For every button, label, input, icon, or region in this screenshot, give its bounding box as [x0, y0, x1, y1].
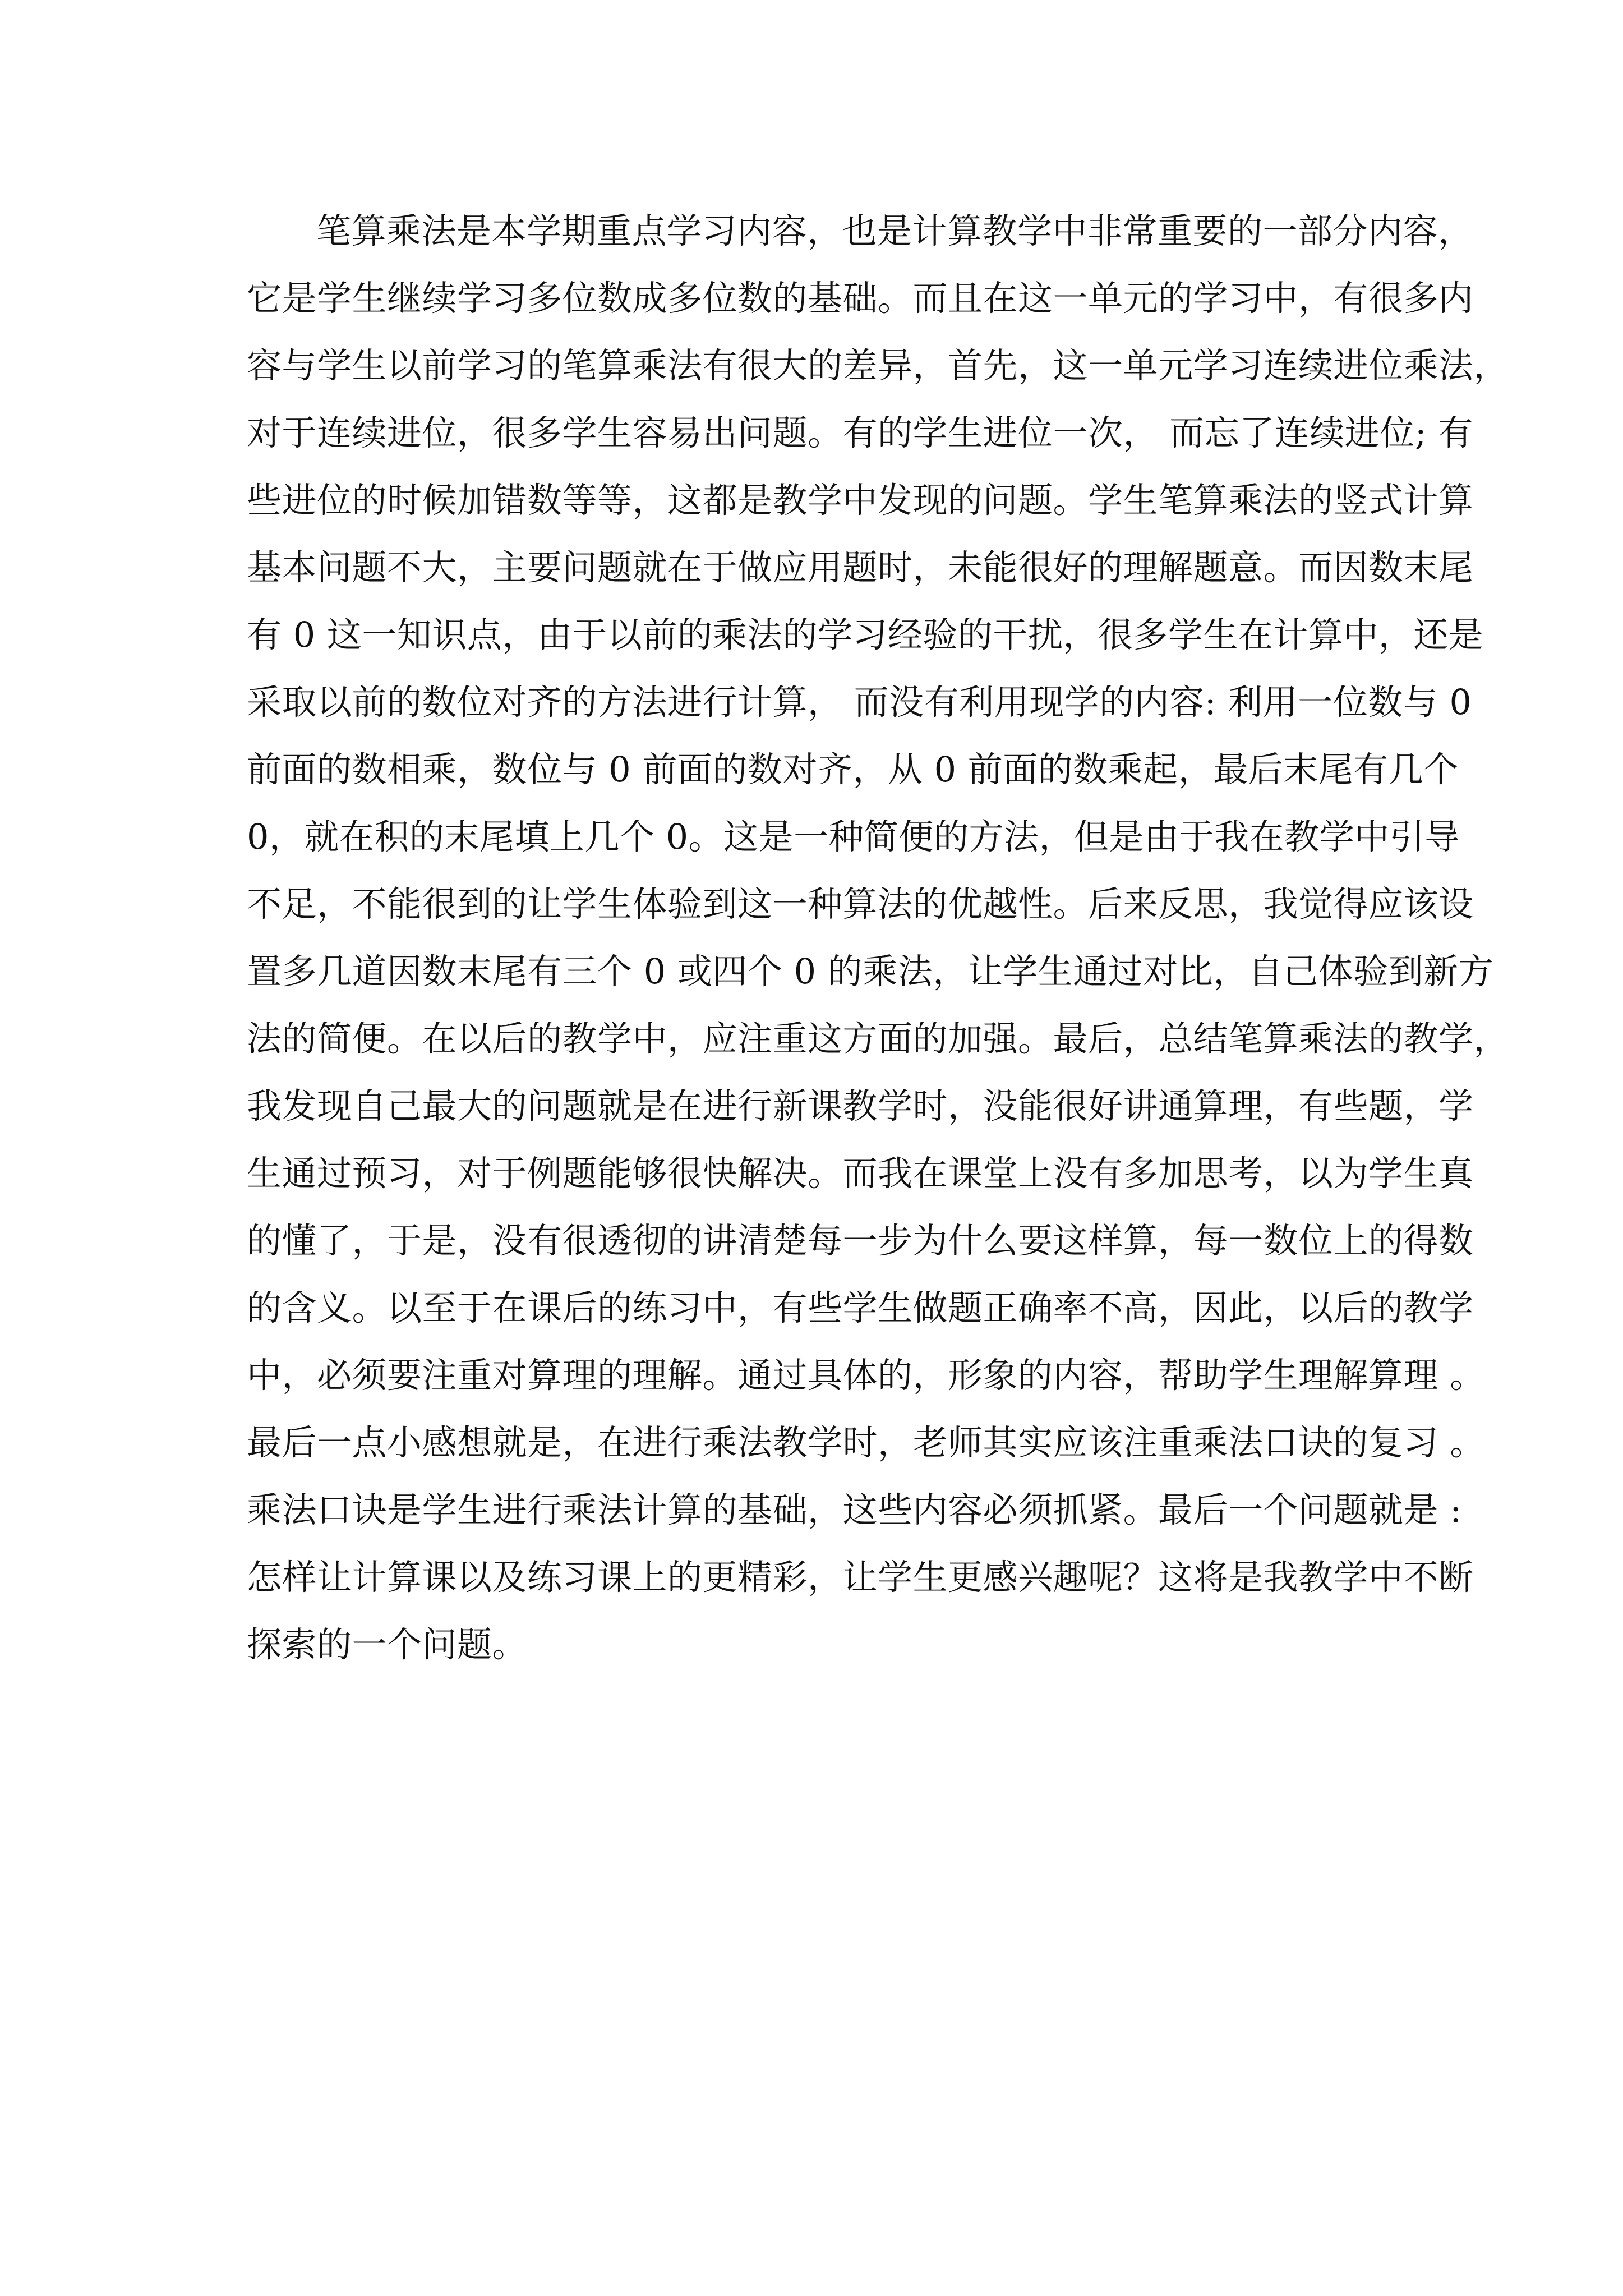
- text-line: 些进位的时候加错数等等，这都是教学中发现的问题。学生笔算乘法的竖式计算: [247, 480, 1474, 521]
- text-line: 容与学生以前学习的笔算乘法有很大的差异，首先，这一单元学习连续进位乘法，: [247, 345, 1509, 386]
- body-paragraph: [247, 197, 1509, 1678]
- text-line: 生通过预习，对于例题能够很快解决。而我在课堂上没有多加思考，以为学生真: [247, 1153, 1474, 1194]
- text-line: 中，必须要注重对算理的理解。通过具体的，形象的内容，帮助学生理解算理 。: [247, 1355, 1485, 1396]
- text-line: 最后一点小感想就是，在进行乘法教学时，老师其实应该注重乘法口诀的复习 。: [247, 1422, 1485, 1463]
- text-line: 乘法口诀是学生进行乘法计算的基础，这些内容必须抓紧。最后一个问题就是 :: [247, 1489, 1462, 1530]
- text-line: 不足，不能很到的让学生体验到这一种算法的优越性。后来反思，我觉得应该设: [247, 884, 1474, 924]
- text-line: 法的简便。在以后的教学中，应注重这方面的加强。最后，总结笔算乘法的教学，: [247, 1018, 1509, 1059]
- text-line: 的懂了，于是，没有很透彻的讲清楚每一步为什么要这样算，每一数位上的得数: [247, 1220, 1474, 1261]
- text-line: 探索的一个问题。: [247, 1624, 528, 1665]
- text-line: 有 0 这一知识点，由于以前的乘法的学习经验的干扰，很多学生在计算中，还是: [247, 614, 1484, 655]
- text-line: 笔算乘法是本学期重点学习内容，也是计算教学中非常重要的一部分内容，: [316, 210, 1473, 251]
- text-line: 基本问题不大，主要问题就在于做应用题时，未能很好的理解题意。而因数末尾: [247, 547, 1474, 588]
- text-line: 0，就在积的末尾填上几个 0。这是一种简便的方法，但是由于我在教学中引导: [247, 816, 1460, 857]
- text-line: 采取以前的数位对齐的方法进行计算， 而没有利用现学的内容: 利用一位数与 0: [247, 682, 1472, 723]
- text-line: 我发现自己最大的问题就是在进行新课教学时，没能很好讲通算理，有些题，学: [247, 1085, 1474, 1126]
- text-line: 怎样让计算课以及练习课上的更精彩，让学生更感兴趣呢？这将是我教学中不断: [247, 1557, 1474, 1598]
- text-line: 前面的数相乘，数位与 0 前面的数对齐，从 0 前面的数乘起，最后末尾有几个: [247, 749, 1459, 790]
- text-line: 对于连续进位，很多学生容易出问题。有的学生进位一次， 而忘了连续进位; 有: [247, 412, 1473, 453]
- text-line: 它是学生继续学习多位数成多位数的基础。而且在这一单元的学习中，有很多内: [247, 278, 1474, 319]
- text-line: 的含义。以至于在课后的练习中，有些学生做题正确率不高，因此，以后的教学: [247, 1287, 1474, 1328]
- text-line: 置多几道因数末尾有三个 0 或四个 0 的乘法，让学生通过对比，自己体验到新方: [247, 951, 1494, 992]
